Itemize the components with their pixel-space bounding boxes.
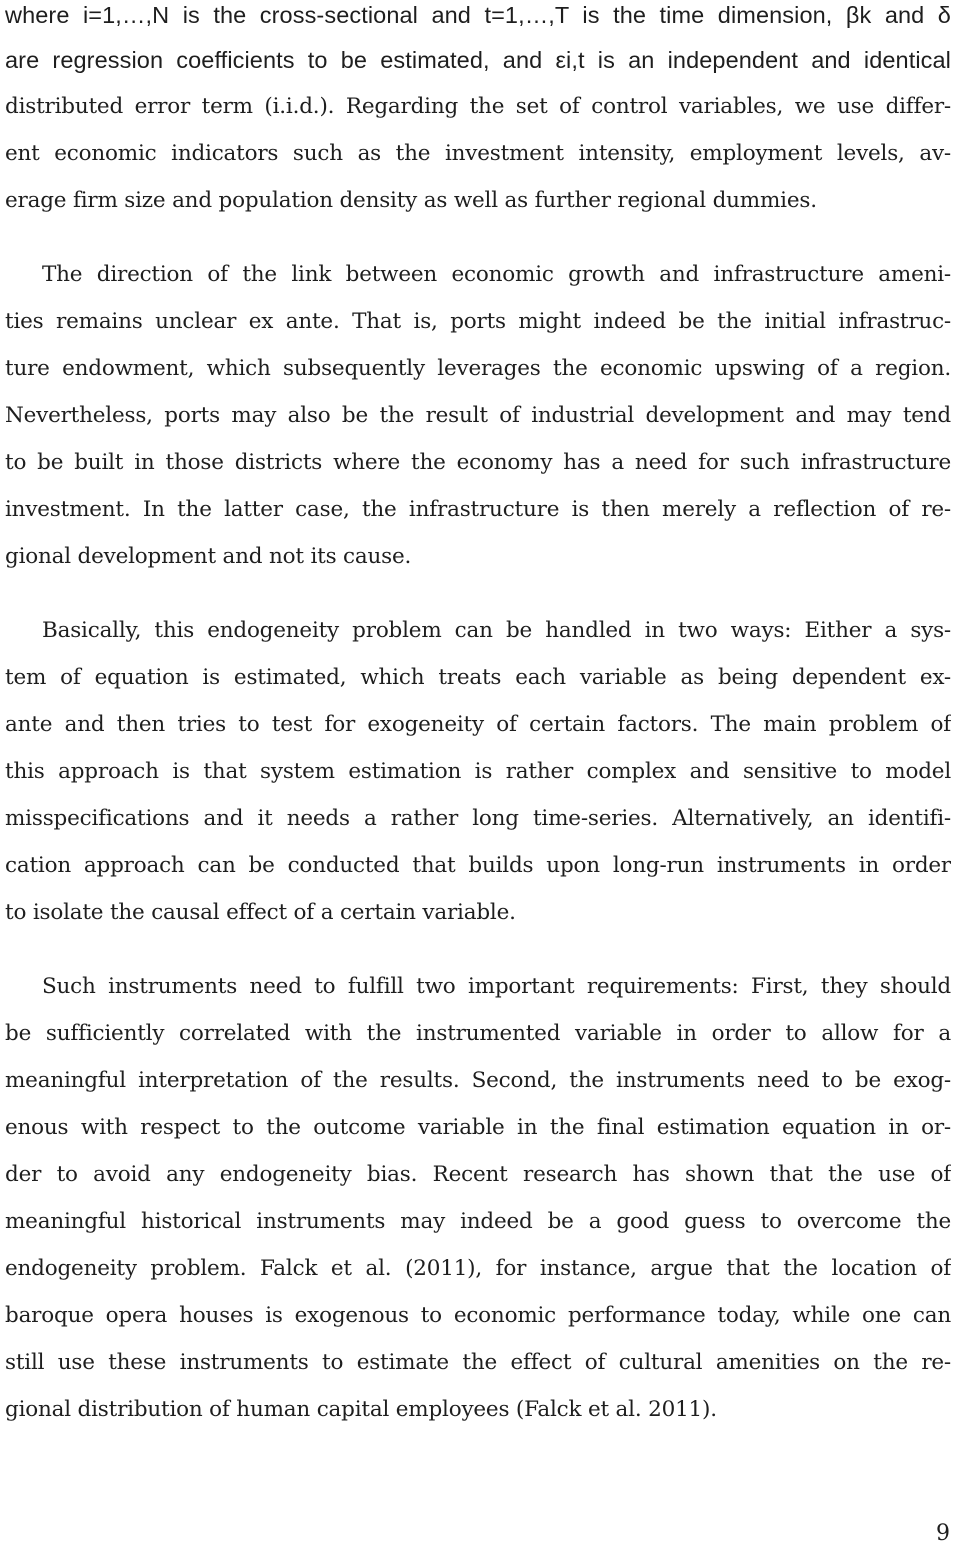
text-line: be sufficiently correlated with the instrumented variable in order to allow for a — [5, 1021, 951, 1046]
text-line: meaningful interpretation of the results. Second, the instruments need to be exog- — [5, 1068, 951, 1093]
text-line: distributed error term (i.i.d.). Regarding the set of control variables, we use differ- — [5, 94, 951, 119]
text-line: tem of equation is estimated, which treats each variable as being dependent ex- — [5, 665, 951, 690]
text-line: ent economic indicators such as the investment intensity, employment levels, av- — [5, 141, 951, 166]
text-line: cation approach can be conducted that builds upon long-run instruments in order — [5, 853, 951, 878]
page-number: 9 — [936, 1521, 950, 1546]
text-line: der to avoid any endogeneity bias. Recent research has shown that the use of — [5, 1162, 951, 1187]
text-line: ties remains unclear ex ante. That is, ports might indeed be the initial infrastruc- — [5, 309, 951, 334]
text-line: meaningful historical instruments may indeed be a good guess to overcome the — [5, 1209, 951, 1234]
text-line: baroque opera houses is exogenous to economic performance today, while one can — [5, 1303, 951, 1328]
text-line: still use these instruments to estimate the effect of cultural amenities on the re- — [5, 1350, 951, 1375]
text-line: investment. In the latter case, the infrastructure is then merely a reflection of re- — [5, 497, 951, 522]
text-line: The direction of the link between economic growth and infrastructure ameni- — [42, 262, 951, 287]
text-line: this approach is that system estimation is rather complex and sensitive to model — [5, 759, 951, 784]
text-line: to be built in those districts where the economy has a need for such infrastructure — [5, 450, 951, 475]
text-line: enous with respect to the outcome variable in the final estimation equation in or- — [5, 1115, 951, 1140]
text-line: endogeneity problem. Falck et al. (2011), for instance, argue that the location of — [5, 1256, 951, 1281]
text-line: misspecifications and it needs a rather long time-series. Alternatively, an identifi- — [5, 806, 951, 831]
text-line: ture endowment, which subsequently leverages the economic upswing of a region. — [5, 356, 951, 381]
text-line: Basically, this endogeneity problem can be handled in two ways: Either a sys- — [42, 618, 951, 643]
text-line: erage firm size and population density as well as further regional dummies. — [5, 188, 817, 213]
text-line: Such instruments need to fulfill two important requirements: First, they should — [42, 974, 951, 999]
text-line: are regression coefficients to be estimated, and εi,t is an independent and identical — [5, 47, 951, 73]
text-line: gional distribution of human capital employees (Falck et al. 2011). — [5, 1397, 717, 1422]
text-line: where i=1,…,N is the cross-sectional and t=1,…,T is the time dimension, βk and δ — [5, 2, 951, 28]
text-line: ante and then tries to test for exogeneity of certain factors. The main problem of — [5, 712, 951, 737]
text-line: gional development and not its cause. — [5, 544, 412, 569]
text-line: Nevertheless, ports may also be the result of industrial development and may tend — [5, 403, 951, 428]
text-line: to isolate the causal effect of a certain variable. — [5, 900, 516, 925]
